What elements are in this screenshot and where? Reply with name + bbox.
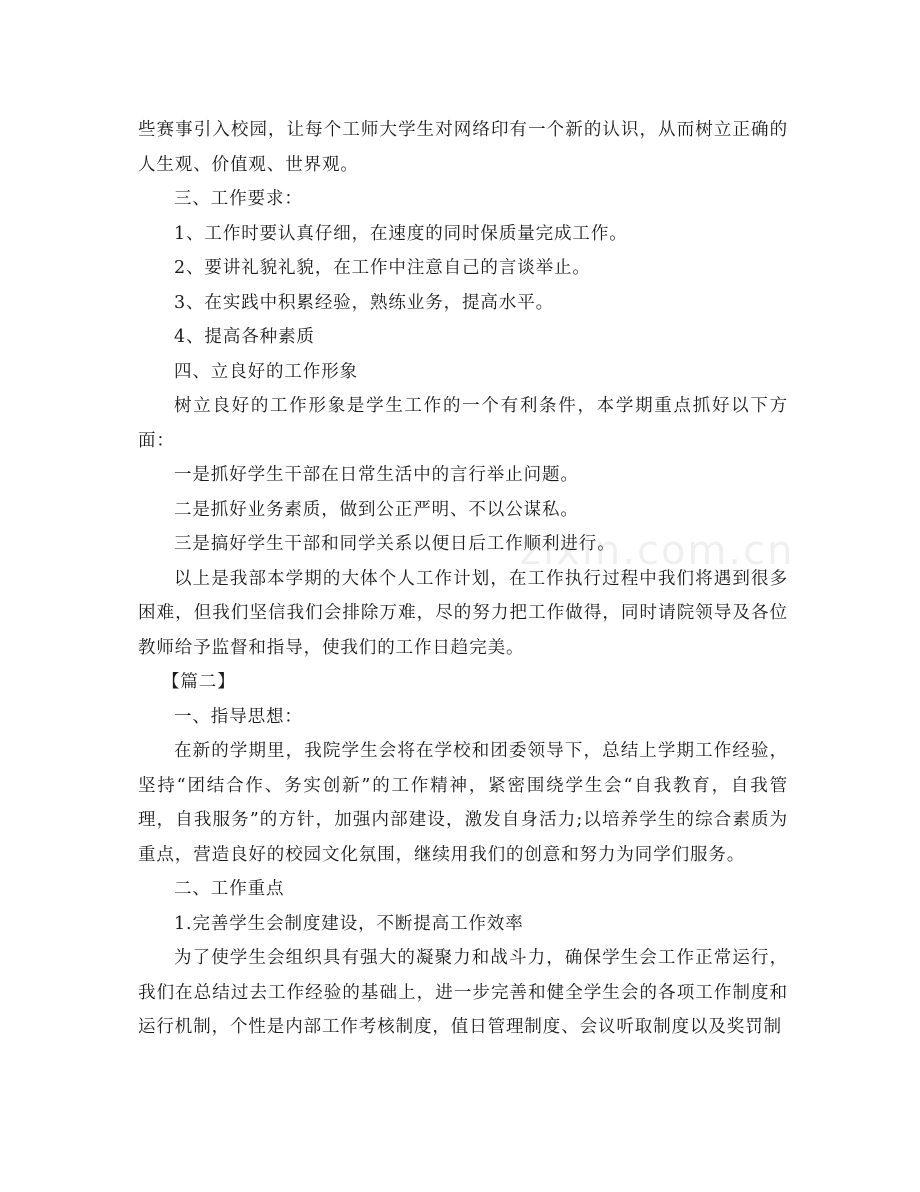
paragraph: 在新的学期里，我院学生会将在学校和团委领导下，总结上学期工作经验，坚持“团结合作、务实创新”的工作精神，紧密围绕学生会“自我教育，自我管理，自我服务”的方针，加强内部建设，激发自身活力;以培养学生的综合素质为重点，营造良好的校园文化氛围，继续用我们的创意和努力为同学们服务。 [138,741,788,865]
section-heading-requirements: 三、工作要求： [174,189,303,209]
paragraph: 为了使学生会组织具有强大的凝聚力和战斗力，确保学生会工作正常运行，我们在总结过去工作经验的基础上，进一步完善和健全学生会的各项工作制度和运行机制，个性是内部工作考核制度，值日管理制度、会议听取制度以及奖罚制 [138,948,788,1037]
list-item: 三是搞好学生干部和同学关系以便日后工作顺利进行。 [174,534,616,554]
watermark: zixin.com.cn [520,528,795,574]
section-heading-guiding-thought: 一、指导思想： [174,706,303,727]
paragraph: 树立良好的工作形象是学生工作的一个有利条件，本学期重点抓好以下方面： [138,396,788,451]
list-item: 2、要讲礼貌礼貌，在工作中注意自己的言谈举止。 [174,258,591,278]
list-item: 3、在实践中积累经验，熟练业务，提高水平。 [174,292,555,313]
list-item: 4、提高各种素质 [174,327,315,347]
part-two-heading: 【篇二】 [162,672,236,692]
list-item: 1、工作时要认真仔细，在速度的同时保质量完成工作。 [174,223,628,244]
document-body [138,113,788,1045]
section-heading-focus: 二、工作重点 [174,879,285,899]
list-item: 一是抓好学生干部在日常生活中的言行举止问题。 [174,465,579,485]
section-heading-image: 四、立良好的工作形象 [174,361,358,382]
subsection-heading: 1.完善学生会制度建设，不断提高工作效率 [174,913,524,934]
paragraph-conclusion: 以上是我部本学期的大体个人工作计划，在工作执行过程中我们将遇到很多困难，但我们坚信我们会排除万难，尽的努力把工作做得，同时请院领导及各位教师给予监督和指导，使我们的工作日趋完美。 [138,568,788,658]
list-item: 二是抓好业务素质，做到公正严明、不以公谋私。 [174,499,579,520]
paragraph-1: 些赛事引入校园，让每个工师大学生对网络印有一个新的认识，从而树立正确的人生观、价值观、世界观。 [138,120,788,175]
